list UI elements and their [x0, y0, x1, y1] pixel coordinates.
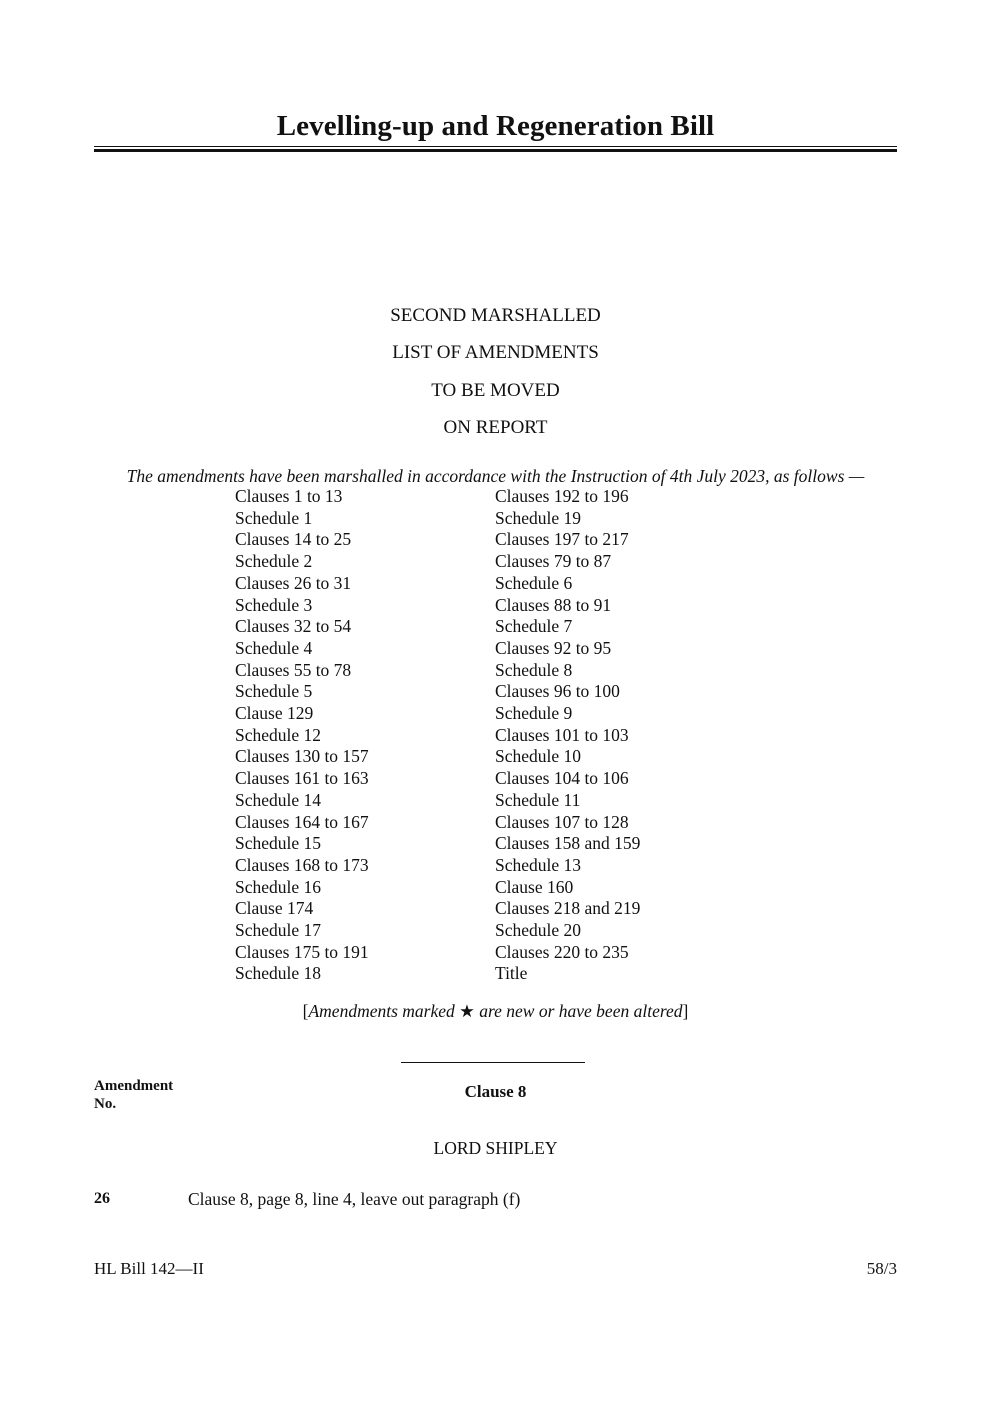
note-text-after: are new or have been altered	[474, 1001, 683, 1021]
marshalling-item: Clauses 197 to 217	[495, 529, 629, 550]
heading-line-3: TO BE MOVED	[431, 380, 560, 401]
title-rule-thick	[94, 149, 897, 152]
marshalling-item: Schedule 19	[495, 507, 582, 528]
marshalling-item: Clauses 220 to 235	[495, 941, 629, 962]
title-rule-thin	[94, 146, 897, 147]
marshalling-item: Schedule 15	[235, 833, 322, 854]
marshalling-item: Clauses 192 to 196	[495, 486, 629, 506]
marshalling-item: Schedule 11	[495, 789, 581, 810]
marshalling-item: Schedule 1	[235, 507, 313, 528]
marshalling-item: Schedule 2	[235, 551, 313, 572]
marshalling-item: Clauses 55 to 78	[235, 659, 352, 680]
marshalling-item: Clause 129	[235, 703, 314, 724]
marshalling-item: Clauses 107 to 128	[495, 811, 629, 832]
heading-line-4: ON REPORT	[443, 417, 548, 438]
marshalling-item: Clauses 14 to 25	[235, 529, 352, 550]
altered-amendments-note	[94, 999, 897, 1023]
heading-line-1: SECOND MARSHALLED	[390, 305, 601, 326]
marshalling-item: Clauses 96 to 100	[495, 681, 620, 702]
marshalling-item: Clauses 164 to 167	[235, 811, 369, 832]
marshalling-item: Schedule 12	[235, 724, 322, 745]
marshalling-list-left	[235, 486, 369, 985]
note-text-before: Amendments marked	[308, 1001, 460, 1021]
marshalling-item: Schedule 9	[495, 703, 573, 724]
marshalling-item: Schedule 10	[495, 746, 582, 767]
marshalling-item: Clauses 130 to 157	[235, 746, 369, 767]
marshalling-item: Clauses 101 to 103	[495, 724, 629, 745]
marshalling-item: Clauses 158 and 159	[495, 833, 641, 854]
footer-page-reference: 58/3	[866, 1259, 897, 1278]
marshalling-item: Clause 160	[495, 876, 574, 897]
marshalling-item: Schedule 13	[495, 854, 582, 875]
note-close-bracket: ]	[682, 1001, 689, 1021]
note-open-bracket: [	[302, 1001, 309, 1021]
marshalling-item: Schedule 5	[235, 681, 313, 702]
clause-heading: Clause 8	[464, 1082, 527, 1101]
marshalling-item: Schedule 6	[495, 572, 573, 593]
marshalling-item: Schedule 7	[495, 616, 573, 637]
amendment-text: Clause 8, page 8, line 4, leave out paragraph (f)	[188, 1189, 521, 1209]
marshalling-item: Schedule 20	[495, 920, 582, 941]
marshalling-item: Clauses 88 to 91	[495, 594, 612, 615]
marshalling-list-right	[495, 486, 640, 985]
amendment-number: 26	[94, 1190, 110, 1207]
marshalling-item: Clauses 161 to 163	[235, 768, 369, 789]
marshalling-item: Title	[495, 963, 528, 984]
marshalling-item: Clauses 32 to 54	[235, 616, 352, 637]
marshalling-item: Schedule 3	[235, 594, 313, 615]
section-divider	[401, 1062, 585, 1063]
marshalling-item: Schedule 8	[495, 659, 573, 680]
member-name: LORD SHIPLEY	[433, 1138, 558, 1158]
marshalling-intro: The amendments have been marshalled in accordance with the Instruction of 4th July 2023, as follows —	[126, 466, 865, 486]
marshalling-item: Schedule 14	[235, 789, 322, 810]
star-icon: ★	[459, 1001, 475, 1021]
marshalling-item: Schedule 4	[235, 637, 313, 658]
footer-bill-reference: HL Bill 142—II	[94, 1259, 204, 1278]
marshalling-item: Clauses 26 to 31	[235, 572, 352, 593]
marshalling-item: Schedule 18	[235, 963, 322, 984]
marshalling-item: Clauses 92 to 95	[495, 637, 612, 658]
marshalling-item: Clauses 168 to 173	[235, 854, 369, 875]
marshalling-item: Clauses 104 to 106	[495, 768, 629, 789]
marshalling-item: Schedule 17	[235, 920, 322, 941]
marshalling-item: Clauses 218 and 219	[495, 898, 641, 919]
amendment-label-line1: Amendment	[94, 1078, 174, 1094]
marshalling-item: Clauses 1 to 13	[235, 486, 343, 506]
marshalling-item: Schedule 16	[235, 876, 322, 897]
amendment-label-line2: No.	[94, 1096, 117, 1112]
marshalling-item: Clauses 175 to 191	[235, 941, 369, 962]
marshalling-item: Clauses 79 to 87	[495, 551, 612, 572]
bill-title: Levelling-up and Regeneration Bill	[276, 110, 715, 142]
heading-line-2: LIST OF AMENDMENTS	[392, 342, 599, 363]
marshalling-item: Clause 174	[235, 898, 314, 919]
